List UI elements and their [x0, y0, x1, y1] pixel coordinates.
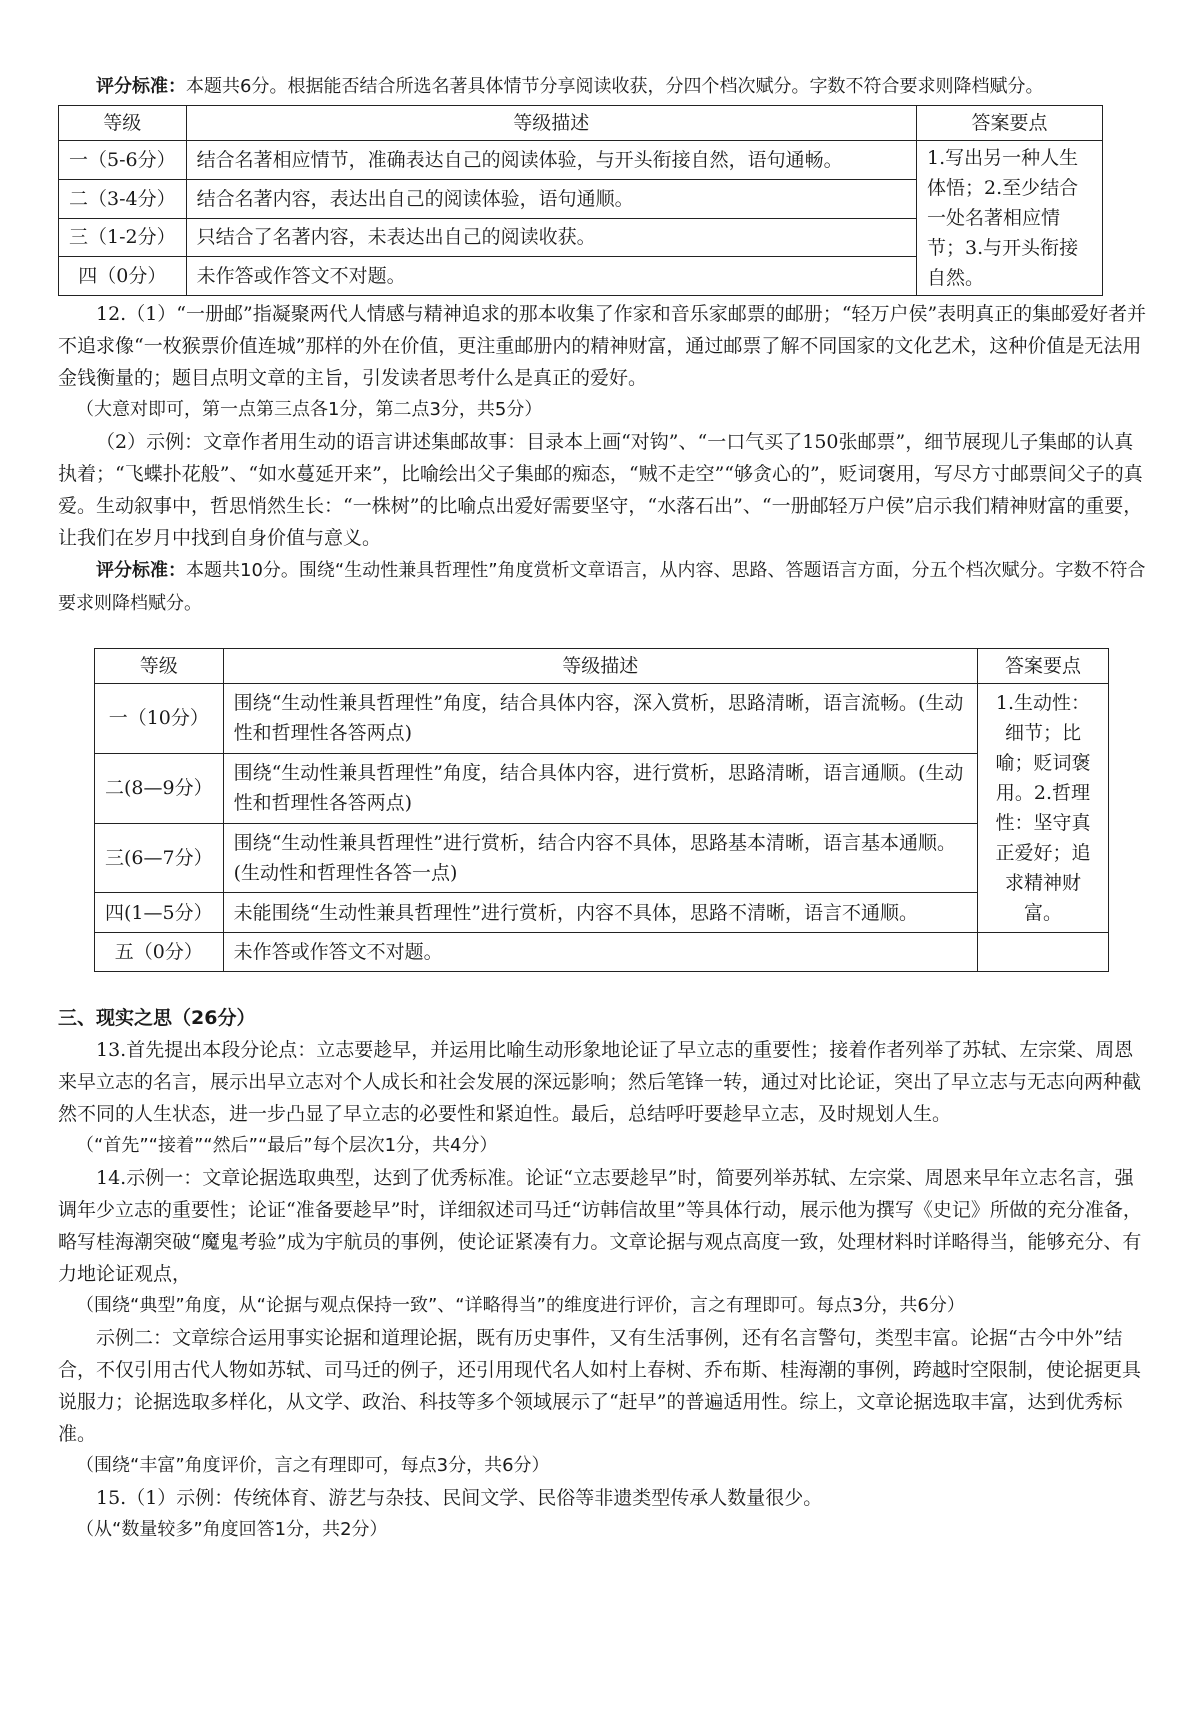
q13-answer: 13.首先提出本段分论点：立志要趁早，并运用比喻生动形象地论证了早立志的重要性；接着作者列举了苏轼、左宗棠、周恩来早立志的名言，展示出早立志对个人成长和社会发展的深远影响；然后笔锋一转，通过对比论证，突出了早立志与无志向两种截然不同的人生状态，进一步凸显了早立志的必要性和紧迫性。最后，总结呼吁要趁早立志，及时规划人生。: [58, 1039, 1142, 1125]
q12-part2: （2）示例：文章作者用生动的语言讲述集邮故事：目录本上画“对钩”、“一口气买了150张邮票”，细节展现儿子集邮的认真执着；“飞蝶扑花般”、“如水蔓延开来”，比喻绘出父子集邮的痴态，“贼不走空”“够贪心的”，贬词褒用，写尽方寸邮票间父子的真爱。生动叙事中，哲思悄然生长：“一株树”的比喻点出爱好需要坚守，“水落石出”、“一册邮轻万户侯”启示我们精神财富的重要，让我们在岁月中找到自身价值与意义。: [58, 431, 1143, 549]
desc-cell: 只结合了名著内容，未表达出自己的阅读收获。: [186, 218, 916, 257]
q14-example1: 14.示例一：文章论据选取典型，达到了优秀标准。论证“立志要趁早”时，简要列举苏轼、左宗棠、周恩来早年立志名言，强调年少立志的重要性；论证“准备要趁早”时，详细叙述司马迁“访韩信故里”等具体行动，展示他为撰写《史记》所做的充分准备，略写桂海潮突破“魔鬼考验”成为宇航员的事例，使论证紧凑有力。文章论据与观点高度一致，处理材料时详略得当，能够充分、有力地论证观点，: [58, 1167, 1142, 1285]
table-header: 等级: [95, 649, 224, 684]
grading-table-2: [94, 648, 1109, 972]
level-cell: 二（3-4分）: [59, 179, 187, 218]
desc-cell: 结合名著内容，表达出自己的阅读体验，语句通顺。: [186, 179, 916, 218]
level-cell: 四（0分）: [59, 257, 187, 296]
table-row: [95, 893, 1109, 933]
q14-example1-note: （围绕“典型”角度，从“论据与观点保持一致”、“详略得当”的维度进行评价，言之有理即可。每点3分，共6分）: [76, 1295, 965, 1316]
table-row: [95, 933, 1109, 972]
q15-note: （从“数量较多”角度回答1分，共2分）: [76, 1519, 388, 1540]
table-header: 等级描述: [186, 106, 916, 141]
level-cell: 一（10分）: [95, 684, 224, 754]
table-row: [95, 684, 1109, 754]
level-cell: 五（0分）: [95, 933, 224, 972]
desc-cell: 围绕“生动性兼具哲理性”进行赏析，结合内容不具体，思路基本清晰，语言基本通顺。(生动性和哲理性各答一点): [223, 823, 977, 893]
grading-table-1: [58, 105, 1103, 296]
table-header-row: [59, 106, 1103, 141]
criteria-12: [58, 554, 1148, 620]
desc-cell: 结合名著相应情节，准确表达自己的阅读体验，与开头衔接自然，语句通畅。: [186, 141, 916, 180]
level-cell: 二(8—9分）: [95, 753, 224, 823]
criteria-text: 本题共10分。围绕“生动性兼具哲理性”角度赏析文章语言，从内容、思路、答题语言方面，分五个档次赋分。字数不符合要求则降档赋分。: [58, 560, 1146, 614]
level-cell: 四(1—5分）: [95, 893, 224, 933]
table-header: 答案要点: [917, 106, 1103, 141]
criteria-label: 评分标准：: [96, 76, 186, 97]
criteria-11: [58, 70, 1148, 103]
table-row: [59, 141, 1103, 180]
table-header-row: [95, 649, 1109, 684]
q14-example2: 示例二：文章综合运用事实论据和道理论据，既有历史事件，又有生活事例，还有名言警句，类型丰富。论据“古今中外”结合，不仅引用古代人物如苏轼、司马迁的例子，还引用现代名人如村上春树、乔布斯、桂海潮的事例，跨越时空限制，使论据更具说服力；论据选取多样化，从文学、政治、科技等多个领域展示了“赶早”的普遍适用性。综上，文章论据选取丰富，达到优秀标准。: [58, 1327, 1142, 1445]
table-header: 答案要点: [978, 649, 1109, 684]
points-cell: 1.生动性：细节；比喻；贬词褒用。2.哲理性：坚守真正爱好；追求精神财富。: [978, 684, 1109, 933]
criteria-text: 本题共6分。根据能否结合所选名著具体情节分享阅读收获，分四个档次赋分。字数不符合要求则降档赋分。: [186, 76, 1044, 97]
desc-cell: 未能围绕“生动性兼具哲理性”进行赏析，内容不具体，思路不清晰，语言不通顺。: [223, 893, 977, 933]
q12-part1-note: （大意对即可，第一点第三点各1分，第二点3分，共5分）: [76, 399, 543, 420]
desc-cell: 围绕“生动性兼具哲理性”角度，结合具体内容，深入赏析，思路清晰，语言流畅。(生动性和哲理性各答两点): [223, 684, 977, 754]
level-cell: 一（5-6分）: [59, 141, 187, 180]
empty-cell: [978, 933, 1109, 972]
table-row: [95, 823, 1109, 893]
table-row: [95, 753, 1109, 823]
desc-cell: 围绕“生动性兼具哲理性”角度，结合具体内容，进行赏析，思路清晰，语言通顺。(生动性和哲理性各答两点): [223, 753, 977, 823]
level-cell: 三（1-2分）: [59, 218, 187, 257]
answer-page: [58, 70, 1148, 1546]
desc-cell: 未作答或作答文不对题。: [186, 257, 916, 296]
level-cell: 三(6—7分）: [95, 823, 224, 893]
desc-cell: 未作答或作答文不对题。: [223, 933, 977, 972]
q13-note: （“首先”“接着”“然后”“最后”每个层次1分，共4分）: [76, 1135, 498, 1156]
table-header: 等级: [59, 106, 187, 141]
q15-answer: 15.（1）示例：传统体育、游艺与杂技、民间文学、民俗等非遗类型传承人数量很少。: [96, 1487, 823, 1509]
points-cell: 1.写出另一种人生体悟；2.至少结合一处名著相应情节；3.与开头衔接自然。: [917, 141, 1103, 296]
q14-example2-note: （围绕“丰富”角度评价，言之有理即可，每点3分，共6分）: [76, 1455, 550, 1476]
criteria-label: 评分标准：: [96, 560, 186, 581]
table-header: 等级描述: [223, 649, 977, 684]
section-heading: 三、现实之思（26分）: [58, 1007, 256, 1029]
q12-part1: 12.（1）“一册邮”指凝聚两代人情感与精神追求的那本收集了作家和音乐家邮票的邮册；“轻万户侯”表明真正的集邮爱好者并不追求像“一枚猴票价值连城”那样的外在价值，更注重邮册内的精神财富，通过邮票了解不同国家的文化艺术，这种价值是无法用金钱衡量的；题目点明文章的主旨，引发读者思考什么是真正的爱好。: [58, 303, 1147, 389]
